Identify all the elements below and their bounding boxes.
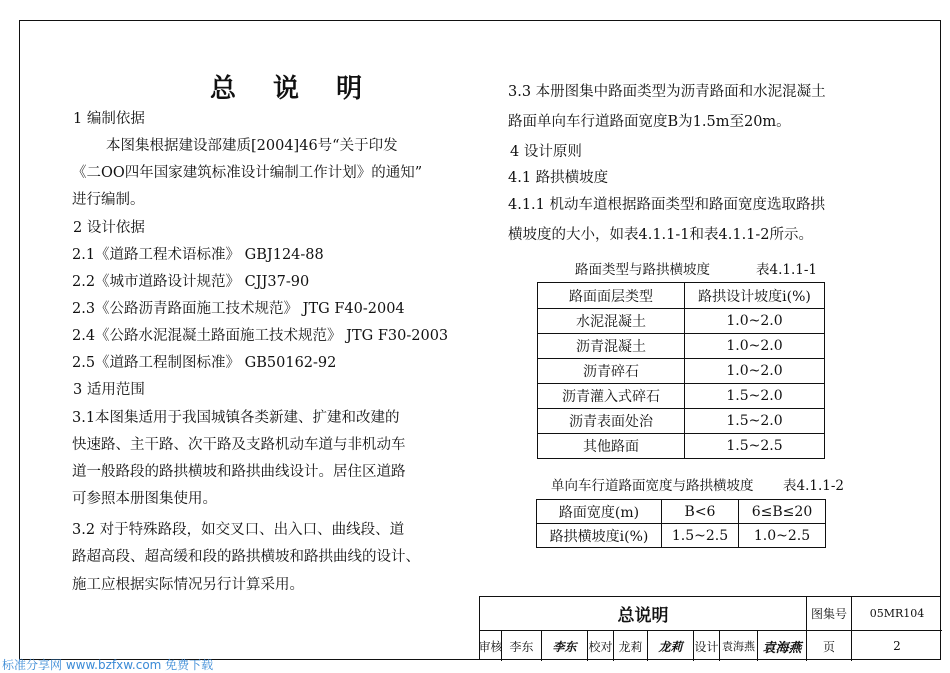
- table1-cell: 1.5~2.0: [685, 409, 825, 434]
- section-3-1-line: 快速路、主干路、次干路及支路机动车道与非机动车: [72, 437, 406, 453]
- table1-cell: 沥青混凝土: [538, 334, 685, 359]
- slope-by-pavement-table: [537, 282, 825, 459]
- table1-cell: 1.0~2.0: [685, 309, 825, 334]
- page-number: 2: [893, 639, 901, 653]
- table2-cell: 路面宽度(m): [537, 500, 662, 524]
- section-4-heading: 4 设计原则: [510, 144, 582, 160]
- checker-name: 龙莉: [614, 631, 648, 661]
- table1-number: 表4.1.1-1: [756, 262, 818, 278]
- section-3-2-line: 施工应根据实际情况另行计算采用。: [72, 577, 304, 593]
- table2-cell: 路拱横坡度i(%): [537, 524, 662, 548]
- reviewer-signature: 李东: [542, 631, 588, 661]
- slope-by-width-table: [536, 499, 826, 548]
- table1-cell: 1.0~2.0: [685, 359, 825, 384]
- section-3-1-line: 可参照本册图集使用。: [72, 491, 217, 507]
- table1-cell: 沥青碎石: [538, 359, 685, 384]
- table2-cell: 1.0~2.5: [739, 524, 826, 548]
- table1-cell: 1.5~2.5: [685, 434, 825, 459]
- standard-item: 2.4《公路水泥混凝土路面施工技术规范》 JTG F30-2003: [72, 328, 449, 344]
- atlas-number: 05MR104: [852, 597, 942, 631]
- atlas-label: 图集号: [807, 597, 852, 631]
- page-title: 总 说 明: [210, 74, 377, 104]
- drawing-title: 总说明: [480, 597, 807, 631]
- table2-caption: 单向车行道路面宽度与路拱横坡度: [551, 478, 754, 494]
- section-2-heading: 2 设计依据: [73, 220, 145, 236]
- checker-signature: 龙莉: [648, 631, 694, 661]
- review-label: 审核: [480, 631, 502, 661]
- section-1-line: 本图集根据建设部建质[2004]46号“关于印发: [106, 138, 398, 154]
- designer-signature: 袁海燕: [758, 631, 807, 661]
- section-4-1-1-line: 横坡度的大小，如表4.1.1-1和表4.1.1-2所示。: [508, 227, 814, 243]
- reviewer-name: 李东: [502, 631, 542, 661]
- table1-cell: 水泥混凝土: [538, 309, 685, 334]
- watermark-footer: 标准分享网 www.bzfxw.com 免费下载: [2, 658, 214, 672]
- section-3-1-line: 3.1本图集适用于我国城镇各类新建、扩建和改建的: [72, 410, 400, 426]
- section-4-1-heading: 4.1 路拱横坡度: [508, 170, 609, 186]
- table1-cell: 沥青灌入式碎石: [538, 384, 685, 409]
- table1-cell: 1.5~2.0: [685, 384, 825, 409]
- table1-caption: 路面类型与路拱横坡度: [575, 262, 710, 278]
- table1-cell: 1.0~2.0: [685, 334, 825, 359]
- table2-cell: 1.5~2.5: [662, 524, 739, 548]
- standard-item: 2.1《道路工程术语标准》 GBJ124-88: [72, 247, 324, 263]
- table2-number: 表4.1.1-2: [783, 478, 845, 494]
- standard-item: 2.3《公路沥青路面施工技术规范》 JTG F40-2004: [72, 301, 405, 317]
- page-label: 页: [807, 631, 852, 661]
- table1-header: 路面面层类型: [538, 283, 685, 309]
- table1-cell: 其他路面: [538, 434, 685, 459]
- section-1-line: 《二OO四年国家建筑标准设计编制工作计划》的通知”: [72, 165, 423, 181]
- standard-item: 2.2《城市道路设计规范》 CJJ37-90: [72, 274, 310, 290]
- table1-cell: 沥青表面处治: [538, 409, 685, 434]
- standard-item: 2.5《道路工程制图标准》 GB50162-92: [72, 355, 337, 371]
- section-3-2-line: 3.2 对于特殊路段，如交叉口、出入口、曲线段、道: [72, 522, 405, 538]
- design-label: 设计: [694, 631, 720, 661]
- designer-name: 袁海燕: [720, 631, 758, 661]
- section-4-1-1-line: 4.1.1 机动车道根据路面类型和路面宽度选取路拱: [508, 197, 826, 213]
- section-1-line: 进行编制。: [72, 192, 145, 208]
- section-1-heading: 1 编制依据: [73, 111, 145, 127]
- section-3-3-line: 3.3 本册图集中路面类型为沥青路面和水泥混凝土: [508, 84, 826, 100]
- table1-header: 路拱设计坡度i(%): [685, 283, 825, 309]
- section-3-2-line: 路超高段、超高缓和段的路拱横坡和路拱曲线的设计、: [72, 549, 420, 565]
- check-label: 校对: [588, 631, 614, 661]
- table2-cell: 6≤B≤20: [739, 500, 826, 524]
- section-3-heading: 3 适用范围: [73, 382, 145, 398]
- section-3-1-line: 道一般路段的路拱横坡和路拱曲线设计。居住区道路: [72, 464, 406, 480]
- table2-cell: B<6: [662, 500, 739, 524]
- section-3-3-line: 路面单向车行道路面宽度B为1.5m至20m。: [508, 114, 791, 130]
- title-block: [479, 596, 941, 660]
